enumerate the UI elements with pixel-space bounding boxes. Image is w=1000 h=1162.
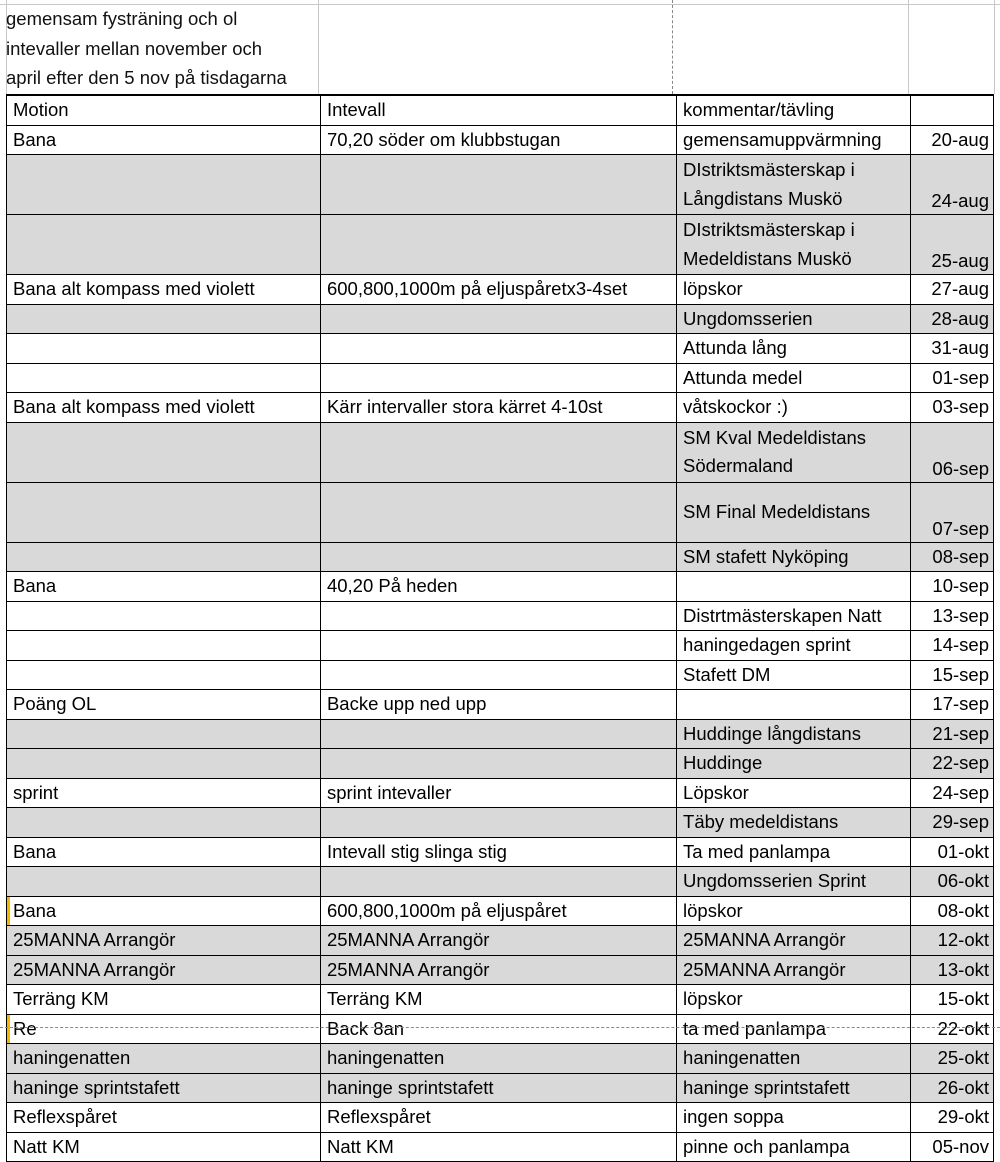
table-row [7,304,994,334]
date-cell[interactable]: 26-okt [910,1073,993,1103]
intevall-cell[interactable]: haninge sprintstafett [320,1073,676,1103]
motion-cell[interactable]: haninge sprintstafett [7,1073,321,1103]
motion-cell[interactable]: sprint [7,778,321,808]
intevall-cell[interactable] [320,749,676,779]
motion-cell[interactable] [7,542,321,572]
table-row [7,631,994,661]
motion-cell[interactable] [7,363,321,393]
motion-cell[interactable] [7,631,321,661]
motion-cell[interactable] [7,601,321,631]
date-cell[interactable]: 07-sep [910,482,993,542]
header-motion[interactable]: Motion [7,95,321,125]
table-row [7,926,994,956]
motion-cell[interactable]: Bana alt kompass med violett [7,393,321,423]
table-row [7,749,994,779]
date-cell[interactable]: 28-aug [910,304,993,334]
table-row [7,1073,994,1103]
intevall-cell[interactable] [320,422,676,482]
intevall-cell[interactable] [320,867,676,897]
intevall-cell[interactable]: Natt KM [320,1132,676,1162]
intevall-cell[interactable] [320,304,676,334]
intevall-cell[interactable] [320,631,676,661]
sheet-title[interactable] [6,4,316,93]
intevall-cell[interactable] [320,601,676,631]
date-cell[interactable]: 25-aug [910,215,993,275]
table-row [7,867,994,897]
kommentar-cell[interactable]: pinne och panlampa [677,1132,911,1162]
motion-cell[interactable]: Terräng KM [7,985,321,1015]
kommentar-cell[interactable]: SM stafett Nyköping [677,542,911,572]
motion-cell[interactable]: Natt KM [7,1132,321,1162]
table-row [7,542,994,572]
intevall-cell[interactable]: 600,800,1000m på eljuspåretx3-4set [320,275,676,305]
motion-cell[interactable]: Bana [7,896,321,926]
table-row [7,1132,994,1162]
table-row [7,808,994,838]
date-cell[interactable]: 03-sep [910,393,993,423]
table-row [7,393,994,423]
kommentar-cell[interactable]: Attunda lång [677,334,911,364]
kommentar-cell[interactable]: DIstriktsmästerskap i Medeldistans Muskö [677,215,911,275]
intevall-cell[interactable] [320,808,676,838]
kommentar-cell[interactable]: gemensamuppvärmning [677,125,911,155]
intevall-cell[interactable]: Reflexspåret [320,1103,676,1133]
intevall-cell[interactable]: 70,20 söder om klubbstugan [320,125,676,155]
kommentar-cell[interactable]: SM Kval Medeldistans Södermaland [677,422,911,482]
kommentar-cell[interactable]: Stafett DM [677,660,911,690]
date-cell[interactable]: 21-sep [910,719,993,749]
intevall-cell[interactable]: haningenatten [320,1044,676,1074]
motion-cell[interactable] [7,719,321,749]
date-cell[interactable]: 17-sep [910,690,993,720]
title-line: gemensam fysträning och ol [6,8,238,29]
kommentar-cell[interactable]: Ta med panlampa [677,837,911,867]
table-row [7,363,994,393]
intevall-cell[interactable]: 25MANNA Arrangör [320,955,676,985]
table-row [7,1044,994,1074]
table-row [7,778,994,808]
table-row [7,275,994,305]
intevall-cell[interactable]: Terräng KM [320,985,676,1015]
motion-cell[interactable]: Bana [7,125,321,155]
kommentar-cell[interactable]: Löpskor [677,778,911,808]
table-row [7,719,994,749]
intevall-cell[interactable] [320,155,676,215]
kommentar-cell[interactable]: våtskockor :) [677,393,911,423]
kommentar-cell[interactable]: ta med panlampa [677,1014,911,1044]
table-row [7,660,994,690]
intevall-cell[interactable]: Intevall stig slinga stig [320,837,676,867]
date-cell[interactable]: 24-sep [910,778,993,808]
kommentar-cell[interactable]: löpskor [677,896,911,926]
kommentar-cell[interactable]: DIstriktsmästerskap i Långdistans Muskö [677,155,911,215]
kommentar-cell[interactable]: Huddinge [677,749,911,779]
kommentar-cell[interactable]: löpskor [677,275,911,305]
table-row [7,125,994,155]
motion-cell[interactable]: 25MANNA Arrangör [7,955,321,985]
table-row [7,482,994,542]
kommentar-cell[interactable]: SM Final Medeldistans [677,482,911,542]
kommentar-cell[interactable]: 25MANNA Arrangör [677,955,911,985]
intevall-cell[interactable] [320,363,676,393]
date-cell[interactable]: 24-aug [910,155,993,215]
table-row [7,601,994,631]
grid-line [994,0,995,94]
motion-cell[interactable] [7,749,321,779]
date-cell[interactable]: 08-okt [910,896,993,926]
header-date[interactable] [910,95,993,125]
kommentar-cell[interactable]: haningedagen sprint [677,631,911,661]
title-line: intevaller mellan november och [6,37,263,59]
date-cell[interactable]: 15-sep [910,660,993,690]
motion-cell[interactable] [7,867,321,897]
motion-cell[interactable] [7,482,321,542]
date-cell[interactable]: 13-sep [910,601,993,631]
intevall-cell[interactable]: Back 8an [320,1014,676,1044]
date-cell[interactable]: 05-nov [910,1132,993,1162]
date-cell[interactable]: 22-sep [910,749,993,779]
kommentar-cell[interactable]: Distrtmästerskapen Natt [677,601,911,631]
motion-cell[interactable] [7,808,321,838]
kommentar-cell[interactable]: Huddinge långdistans [677,719,911,749]
intevall-cell[interactable] [320,542,676,572]
motion-cell[interactable] [7,422,321,482]
page-break-line-horizontal [0,1027,1000,1028]
date-cell[interactable]: 01-sep [910,363,993,393]
intevall-cell[interactable]: 40,20 På heden [320,572,676,602]
kommentar-cell[interactable]: haninge sprintstafett [677,1073,911,1103]
kommentar-cell[interactable]: 25MANNA Arrangör [677,926,911,956]
motion-cell[interactable]: Poäng OL [7,690,321,720]
table-row [7,422,994,482]
intevall-cell[interactable]: 600,800,1000m på eljuspåret [320,896,676,926]
date-cell[interactable]: 29-sep [910,808,993,838]
date-cell[interactable]: 20-aug [910,125,993,155]
table-row [7,896,994,926]
intevall-cell[interactable]: sprint intevaller [320,778,676,808]
date-cell[interactable]: 06-sep [910,422,993,482]
table-row [7,1014,994,1044]
date-cell[interactable]: 15-okt [910,985,993,1015]
header-kommentar[interactable]: kommentar/tävling [677,95,911,125]
motion-cell[interactable] [7,334,321,364]
table-row [7,690,994,720]
motion-cell[interactable]: 25MANNA Arrangör [7,926,321,956]
kommentar-cell[interactable]: ingen soppa [677,1103,911,1133]
kommentar-cell[interactable]: Attunda medel [677,363,911,393]
date-cell[interactable]: 27-aug [910,275,993,305]
grid-line [908,0,909,94]
date-cell[interactable]: 10-sep [910,572,993,602]
table-row [7,572,994,602]
intevall-cell[interactable] [320,334,676,364]
intevall-cell[interactable]: 25MANNA Arrangör [320,926,676,956]
table-row [7,215,994,275]
kommentar-cell[interactable] [677,572,911,602]
page-break-line [672,0,673,94]
motion-cell[interactable] [7,155,321,215]
table-row [7,955,994,985]
motion-cell[interactable] [7,304,321,334]
motion-cell[interactable]: Re [7,1014,321,1044]
header-intevall[interactable]: Intevall [320,95,676,125]
motion-cell[interactable] [7,215,321,275]
kommentar-cell[interactable] [677,690,911,720]
date-cell[interactable]: 12-okt [910,926,993,956]
date-cell[interactable]: 06-okt [910,867,993,897]
motion-cell[interactable] [7,660,321,690]
intevall-cell[interactable]: Backe upp ned upp [320,690,676,720]
motion-cell[interactable]: Bana [7,572,321,602]
kommentar-cell[interactable]: Täby medeldistans [677,808,911,838]
intevall-cell[interactable] [320,215,676,275]
date-cell[interactable]: 25-okt [910,1044,993,1074]
kommentar-cell[interactable]: Ungdomsserien Sprint [677,867,911,897]
motion-cell[interactable]: Bana alt kompass med violett [7,275,321,305]
motion-cell[interactable]: haningenatten [7,1044,321,1074]
date-cell[interactable]: 01-okt [910,837,993,867]
table-row [7,985,994,1015]
table-row [7,155,994,215]
grid-line [318,0,319,94]
table-row [7,837,994,867]
intevall-cell[interactable]: Kärr intervaller stora kärret 4-10st [320,393,676,423]
date-cell[interactable]: 14-sep [910,631,993,661]
date-cell[interactable]: 31-aug [910,334,993,364]
table-row [7,1103,994,1133]
date-cell[interactable]: 29-okt [910,1103,993,1133]
schedule-table [6,94,994,1162]
date-cell[interactable]: 08-sep [910,542,993,572]
motion-cell[interactable]: Reflexspåret [7,1103,321,1133]
kommentar-cell[interactable]: haningenatten [677,1044,911,1074]
date-cell[interactable]: 22-okt [910,1014,993,1044]
motion-cell[interactable]: Bana [7,837,321,867]
kommentar-cell[interactable]: Ungdomsserien [677,304,911,334]
intevall-cell[interactable] [320,660,676,690]
table-row [7,334,994,364]
header-row [7,95,994,125]
intevall-cell[interactable] [320,482,676,542]
intevall-cell[interactable] [320,719,676,749]
date-cell[interactable]: 13-okt [910,955,993,985]
kommentar-cell[interactable]: löpskor [677,985,911,1015]
title-line: april efter den 5 nov på tisdagarna [6,67,287,88]
